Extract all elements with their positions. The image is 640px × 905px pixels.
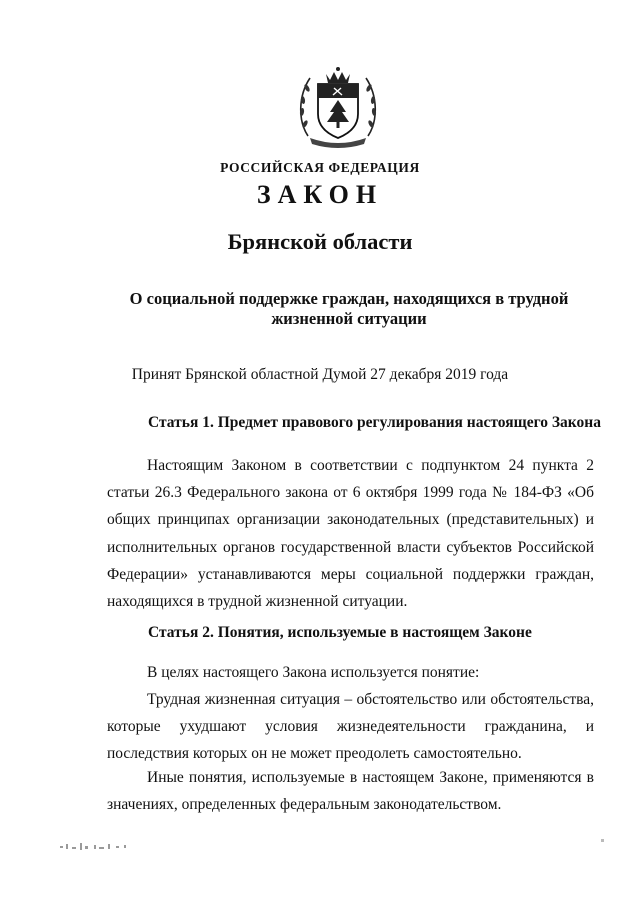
article-2-heading: Статья 2. Понятия, используемые в настоящем Законе xyxy=(148,624,532,641)
scan-speck-mark xyxy=(600,838,606,844)
article-1-heading: Статья 1. Предмет правового регулирования настоящего Закона xyxy=(148,414,601,431)
region-title: Брянской области xyxy=(227,229,413,254)
law-subject-title: О социальной поддержке граждан, находящихся в трудной жизненной ситуации xyxy=(129,289,569,328)
bryansk-coat-of-arms-icon xyxy=(296,66,380,150)
adoption-note: Принят Брянской областной Думой 27 декабря 2019 года xyxy=(131,366,509,383)
country-heading: РОССИЙСКАЯ ФЕДЕРАЦИЯ xyxy=(220,160,420,175)
document-type-title: ЗАКОН xyxy=(256,180,384,209)
article-2-paragraph-2: Трудная жизненная ситуация – обстоятельство или обстоятельства, которые ухудшают условия жизнедеятельности гражданина, и последствия которых он не может преодолеть самостоятельно. xyxy=(107,691,594,763)
scan-noise-mark xyxy=(58,840,148,854)
article-1-paragraph-1: Настоящим Законом в соответствии с подпунктом 24 пункта 2 статьи 26.3 Федерального закона от 6 октября 1999 года № 184-ФЗ «Об общих принципах организации законодательных (представительных) и исполнительных органов государственной власти субъектов Российской Федерации» устанавливаются меры социальной поддержки граждан, находящихся в трудной жизненной ситуации. xyxy=(107,457,594,611)
article-2-paragraph-3: Иные понятия, используемые в настоящем Законе, применяются в значениях, определенных федеральным законодательством. xyxy=(107,769,594,814)
article-2-paragraph-1: В целях настоящего Закона используется понятие: xyxy=(147,664,480,681)
